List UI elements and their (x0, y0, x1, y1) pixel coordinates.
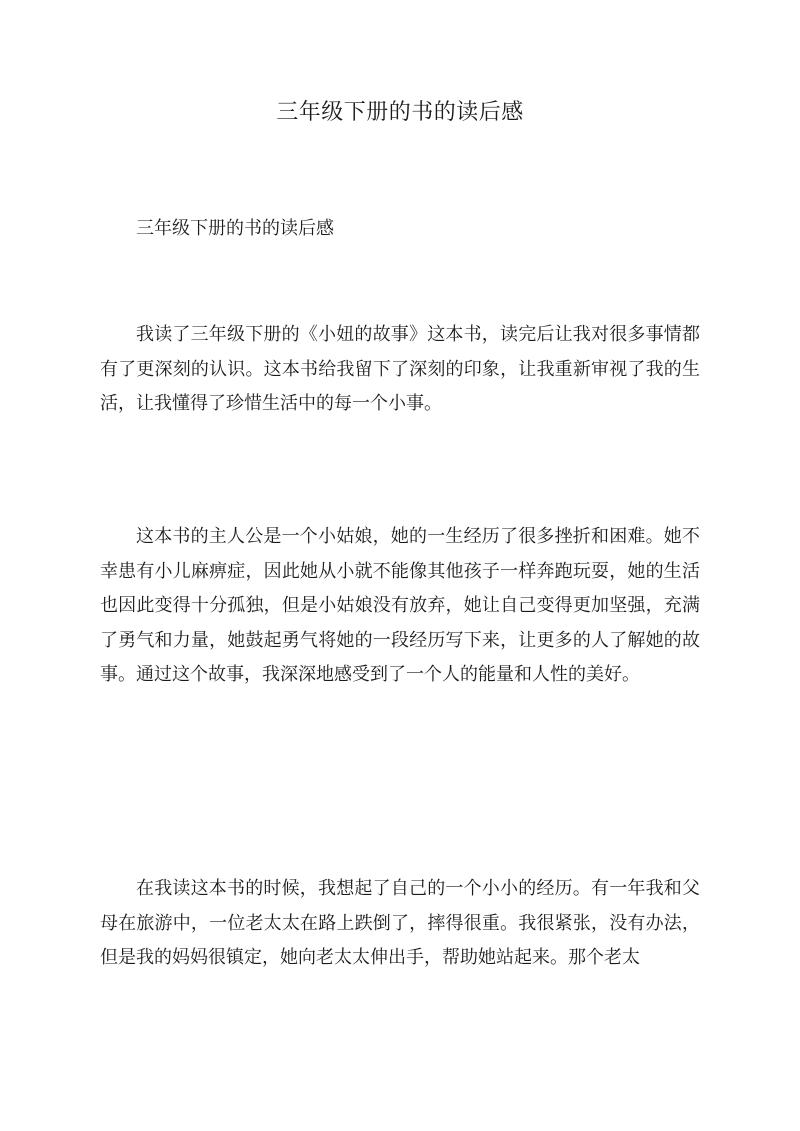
paragraph-2: 这本书的主人公是一个小姑娘，她的一生经历了很多挫折和困难。她不幸患有小儿麻痹症，因此她从小就不能像其他孩子一样奔跑玩耍，她的生活也因此变得十分孤独，但是小姑娘没有放弃，她让自己变得更加坚强，充满了勇气和力量，她鼓起勇气将她的一段经历写下来，让更多的人了解她的故事。通过这个故事，我深深地感受到了一个人的能量和人性的美好。 (100, 526, 700, 685)
paragraph-1: 我读了三年级下册的《小妞的故事》这本书，读完后让我对很多事情都有了更深刻的认识。这本书给我留下了深刻的印象，让我重新审视了我的生活，让我懂得了珍惜生活中的每一个小事。 (100, 324, 700, 414)
paragraph-3: 在我读这本书的时候，我想起了自己的一个小小的经历。有一年我和父母在旅游中，一位老太太在路上跌倒了，摔得很重。我很紧张，没有办法，但是我的妈妈很镇定，她向老太太伸出手，帮助她站起来。那个老太 (100, 878, 700, 968)
page-title: 三年级下册的书的读后感 (276, 100, 524, 125)
document-subtitle: 三年级下册的书的读后感 (136, 218, 334, 239)
